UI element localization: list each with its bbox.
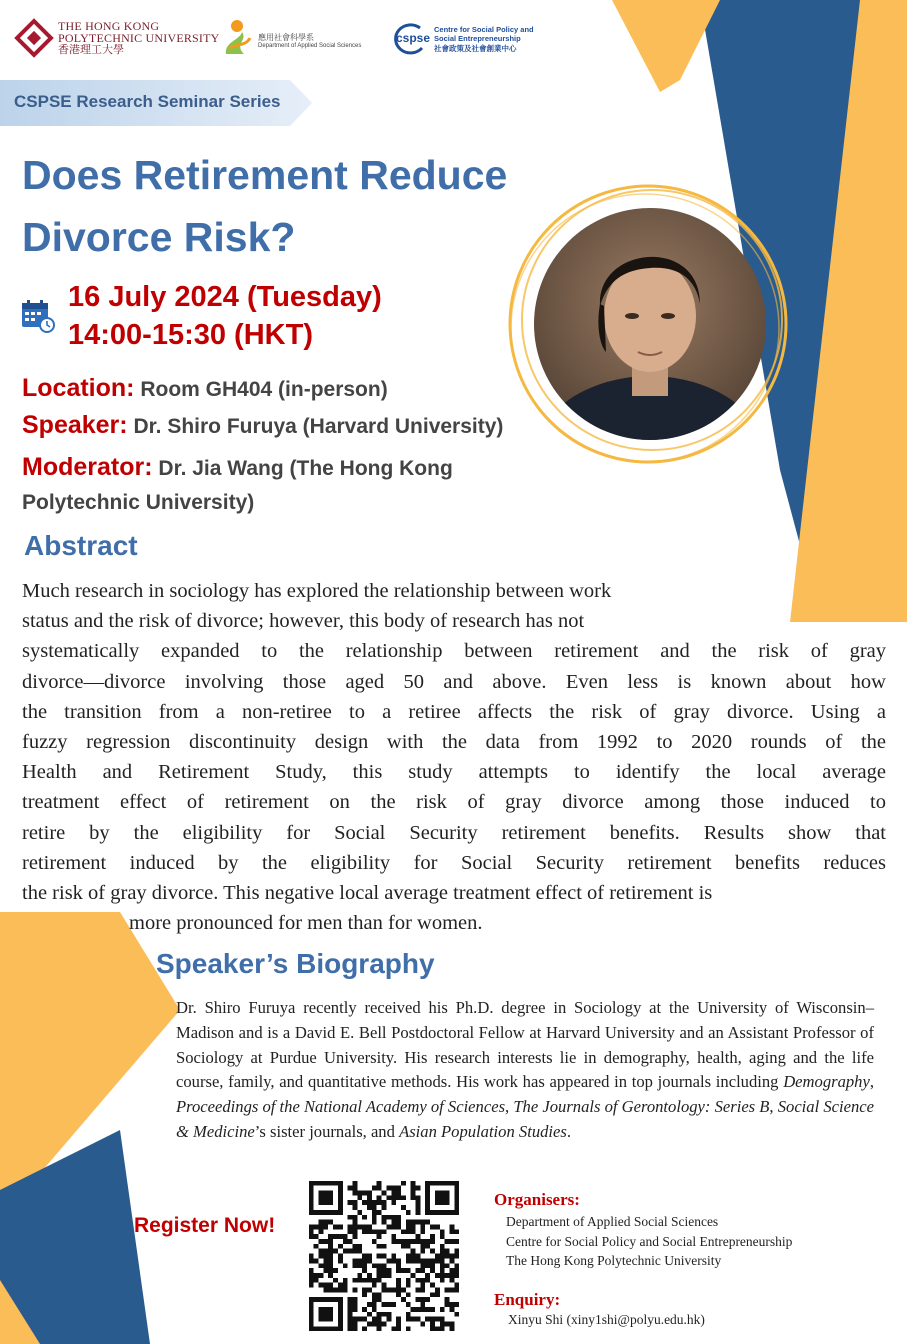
- polyu-name-zh: 香港理工大學: [58, 43, 124, 56]
- enquiry-heading: Enquiry:: [494, 1290, 561, 1309]
- organisers-block: [494, 1190, 792, 1271]
- abstract-line: status and the risk of divorce; however, this body of research has not: [22, 610, 585, 633]
- bio-text: Dr. Shiro Furuya recently received his Ph.D. degree in Sociology at the University of Wisconsin–Madison and is a David E. Bell Postdoctoral Fellow at Harvard University and an Assistant Professor of Sociology at Purdue University. His research interests lie in demography, health, aging and the life course, family, and quantitative methods. His work has appeared in top journals including: [176, 998, 874, 1092]
- abstract-body: [22, 576, 886, 938]
- location-row: [22, 374, 388, 403]
- speaker-row: [22, 411, 503, 440]
- bio-journal: The Journals of Gerontology: Series B: [513, 1097, 770, 1117]
- bio-journal: Demography: [783, 1072, 870, 1092]
- series-banner-label: CSPSE Research Seminar Series: [14, 92, 281, 111]
- organiser-item: Centre for Social Policy and Social Entrepreneurship: [506, 1233, 793, 1249]
- cspse-name-line1: Centre for Social Policy and: [434, 24, 534, 34]
- event-datetime: [68, 278, 382, 354]
- abstract-heading: Abstract: [24, 530, 138, 561]
- abstract-line: fuzzy regression discontinuity design with the data from 1992 to 2020 rounds of the: [22, 731, 886, 754]
- enquiry-block: [494, 1290, 705, 1330]
- cspse-name-line2: Social Entrepreneurship: [434, 34, 521, 44]
- register-qr-code[interactable]: [304, 1176, 464, 1336]
- moderator-value-line2: Polytechnic University): [22, 491, 255, 514]
- title-line-2: Divorce Risk?: [22, 214, 296, 260]
- bio-sep: ,: [769, 1097, 778, 1117]
- biography-body: [176, 996, 874, 1145]
- biography-heading: Speaker’s Biography: [156, 948, 435, 979]
- organiser-item: The Hong Kong Polytechnic University: [506, 1253, 722, 1268]
- bio-journal: Proceedings of the National Academy of Sciences: [176, 1097, 506, 1117]
- abstract-line: the transition from a non-retiree to a retiree affects the risk of gray divorce. Using a: [22, 700, 886, 723]
- bio-journal: Asian Population Studies: [399, 1121, 567, 1141]
- abstract-line: Health and Retirement Study, this study attempts to identify the local average: [22, 761, 886, 784]
- bio-end: .: [566, 1121, 571, 1141]
- apss-name-zh: 應用社會科學系: [258, 32, 314, 42]
- speaker-label: Speaker:: [22, 411, 128, 439]
- page-title: [22, 144, 582, 268]
- location-label: Location:: [22, 374, 135, 402]
- bio-text: ’s sister journals, and: [254, 1121, 400, 1141]
- event-time: 14:00-15:30 (HKT): [68, 319, 313, 351]
- polyu-logo: [14, 18, 220, 58]
- abstract-line: retirement induced by the eligibility for Social Security retirement benefits reduces: [22, 851, 886, 874]
- abstract-line: Much research in sociology has explored the relationship between work: [22, 580, 612, 602]
- cspse-abbr: cspse: [396, 31, 431, 45]
- enquiry-contact[interactable]: Xinyu Shi (xiny1shi@polyu.edu.hk): [508, 1312, 705, 1327]
- cspse-name-zh: 社會政策及社會創業中心: [434, 43, 517, 53]
- abstract-line: treatment effect of retirement on the risk of gray divorce among those induced to: [22, 791, 886, 814]
- bio-journal: Social Science & Medicine: [176, 1097, 875, 1141]
- register-label: Register Now!: [134, 1214, 276, 1237]
- apss-person-icon: [220, 18, 254, 58]
- location-value: Room GH404 (in-person): [140, 378, 388, 401]
- abstract-line: systematically expanded to the relationship between retirement and the risk of gray: [22, 640, 886, 663]
- polyu-emblem-icon: [14, 18, 54, 58]
- organiser-item: Department of Applied Social Sciences: [506, 1214, 719, 1229]
- abstract-line: retire by the eligibility for Social Security retirement benefits. Results show that: [22, 821, 886, 844]
- moderator-row: [22, 450, 453, 520]
- polyu-name-line2: POLYTECHNIC UNIVERSITY: [58, 31, 220, 46]
- speaker-photo-frame: [500, 176, 796, 472]
- speaker-photo: [500, 176, 796, 472]
- calendar-icon: [20, 298, 56, 334]
- bio-sep: ,: [869, 1072, 874, 1092]
- speaker-value: Dr. Shiro Furuya (Harvard University): [133, 415, 504, 438]
- moderator-value-line1: Dr. Jia Wang (The Hong Kong: [158, 457, 453, 480]
- title-line-1: Does Retirement Reduce: [22, 152, 508, 198]
- bio-sep: ,: [505, 1097, 514, 1117]
- abstract-line: divorce—divorce involving those aged 50 and above. Even less is known about how: [22, 670, 886, 693]
- abstract-line: more pronounced for men than for women.: [129, 912, 483, 935]
- event-date: 16 July 2024 (Tuesday): [68, 281, 382, 313]
- abstract-line: the risk of gray divorce. This negative local average treatment effect of retirement is: [22, 882, 713, 905]
- polyu-name-line1: THE HONG KONG: [58, 18, 160, 33]
- moderator-label: Moderator:: [22, 453, 153, 481]
- apss-logo: [220, 18, 361, 58]
- organisers-heading: Organisers:: [494, 1190, 580, 1209]
- cspse-logo: [390, 22, 534, 56]
- apss-name-en: Department of Applied Social Sciences: [258, 43, 362, 50]
